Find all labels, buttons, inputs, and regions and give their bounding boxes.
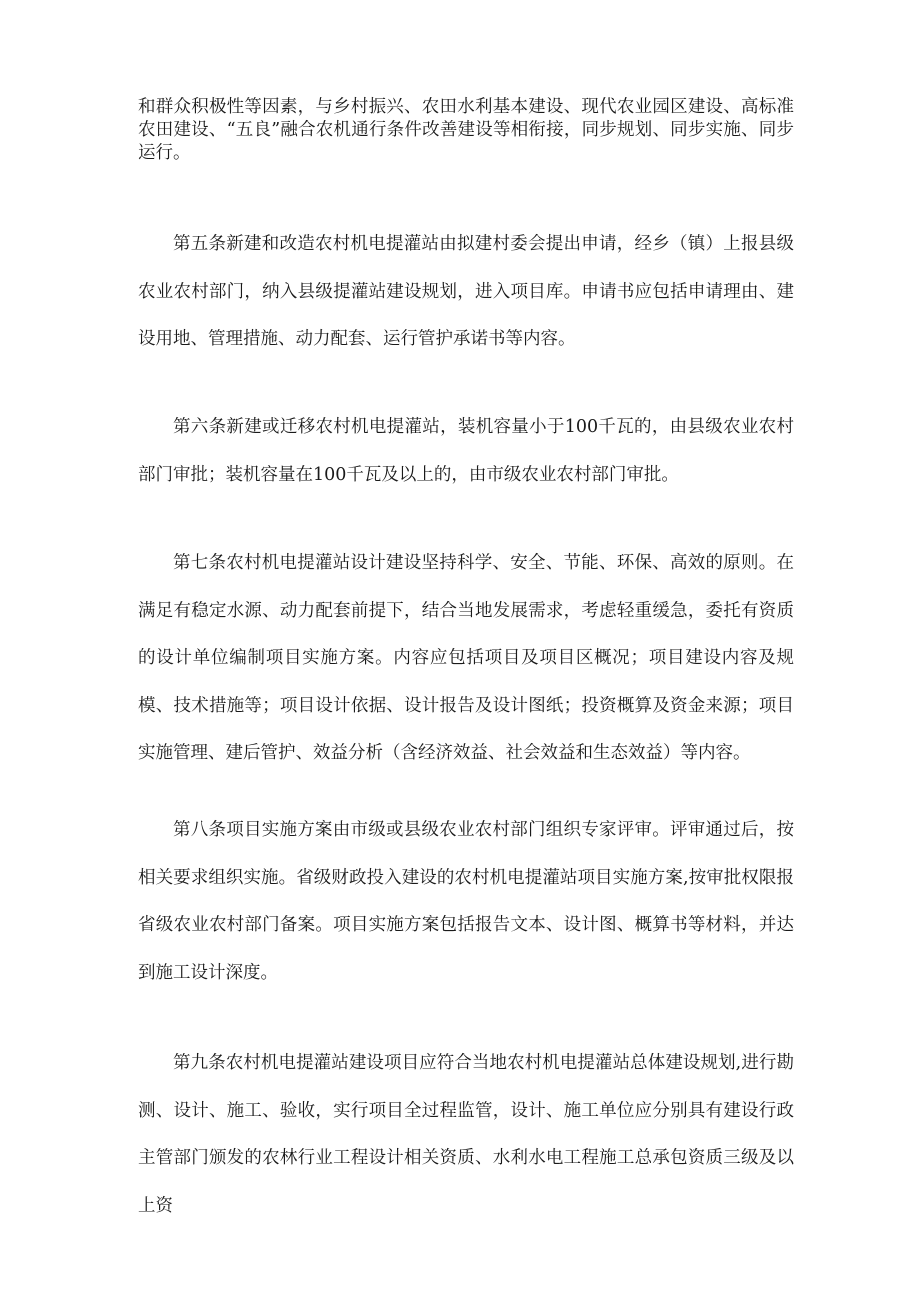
- paragraph-article-9: 第九条农村机电提灌站建设项目应符合当地农村机电提灌站总体建设规划,进行勘测、设计、施工、验收，实行项目全过程监管，设计、施工单位应分别具有建设行政主管部门颁发的农林行业工程设计相关资质、水利水电工程施工总承包资质三级及以上资: [138, 1053, 794, 1216]
- paragraph-article-5: 第五条新建和改造农村机电提灌站由拟建村委会提出申请，经乡（镇）上报县级农业农村部门，纳入县级提灌站建设规划，进入项目库。申请书应包括申请理由、建设用地、管理措施、动力配套、运行管护承诺书等内容。: [138, 234, 794, 349]
- paragraph-article-7: 第七条农村机电提灌站设计建设坚持科学、安全、节能、环保、高效的原则。在满足有稳定水源、动力配套前提下，结合当地发展需求，考虑轻重缓急，委托有资质的设计单位编制项目实施方案。内容应包括项目及项目区概况；项目建设内容及规模、技术措施等；项目设计依据、设计报告及设计图纸；投资概算及资金来源；项目实施管理、建后管护、效益分析（含经济效益、社会效益和生态效益）等内容。: [138, 553, 794, 763]
- paragraph-continuation: 和群众积极性等因素，与乡村振兴、农田水利基本建设、现代农业园区建设、高标准农田建设、“五良”融合农机通行条件改善建设等相衔接，同步规划、同步实施、同步运行。: [138, 97, 794, 163]
- paragraph-article-8: 第八条项目实施方案由市级或县级农业农村部门组织专家评审。评审通过后，按相关要求组织实施。省级财政投入建设的农村机电提灌站项目实施方案,按审批权限报省级农业农村部门备案。项目实施方案包括报告文本、设计图、概算书等材料，并达到施工设计深度。: [138, 820, 794, 983]
- paragraph-article-6: 第六条新建或迁移农村机电提灌站，装机容量小于100千瓦的，由县级农业农村部门审批；装机容量在100千瓦及以上的，由市级农业农村部门审批。: [138, 417, 794, 485]
